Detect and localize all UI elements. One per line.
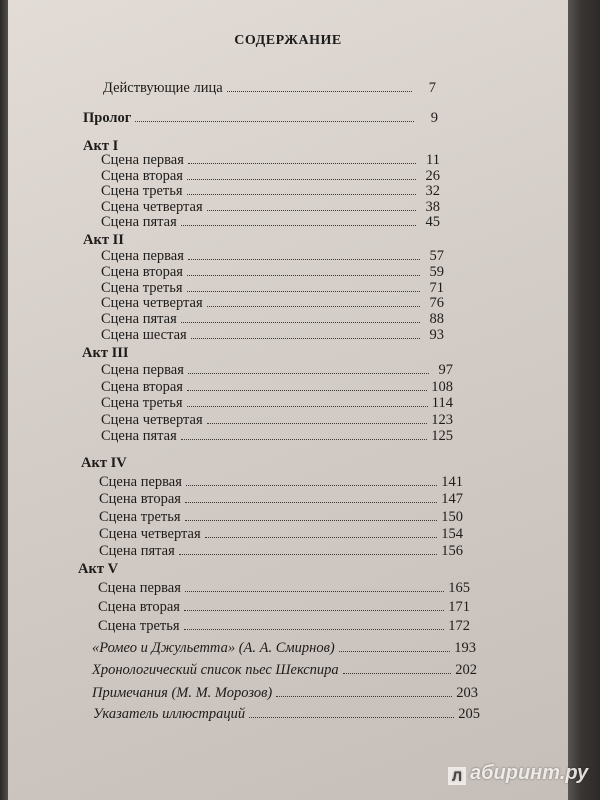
toc-page-number: 165 <box>448 580 470 596</box>
toc-entry-label: Указатель иллюстраций <box>93 706 246 722</box>
toc-page-number: 125 <box>431 428 453 444</box>
toc-entry-characters <box>103 80 436 96</box>
book-page <box>8 0 568 800</box>
toc-entry-appendix <box>92 685 478 701</box>
toc-entry-label: Сцена пятая <box>101 311 177 328</box>
toc-entry-scene <box>101 280 444 296</box>
act-heading: Акт IV <box>81 455 127 471</box>
dot-leader <box>181 428 428 440</box>
toc-entry-label: Действующие лица <box>103 80 223 96</box>
toc-entry-label: Сцена пятая <box>101 428 177 444</box>
dot-leader <box>276 685 452 697</box>
dot-leader <box>188 362 429 374</box>
toc-entry-scene <box>99 474 463 490</box>
toc-page-number: 172 <box>448 618 470 634</box>
toc-page-number: 193 <box>454 640 476 656</box>
toc-entry-label: «Ромео и Джульетта» (А. А. Смирнов) <box>92 640 335 656</box>
dot-leader <box>187 395 428 407</box>
toc-entry-scene <box>98 599 470 615</box>
toc-entry-scene <box>99 526 463 542</box>
toc-entry-scene <box>101 183 440 199</box>
toc-page-number: 205 <box>458 706 480 722</box>
toc-page-number: 38 <box>425 198 440 215</box>
dot-leader <box>339 640 451 652</box>
act-heading: Акт III <box>82 345 129 361</box>
toc-entry-label: Пролог <box>83 110 132 126</box>
toc-page-number: 97 <box>438 362 453 378</box>
toc-entry-scene <box>101 412 453 428</box>
dot-leader <box>179 543 438 555</box>
watermark <box>448 762 588 785</box>
toc-entry-label: Примечания (М. М. Морозов) <box>92 685 273 701</box>
dot-leader <box>188 248 420 260</box>
toc-page-number: 11 <box>426 152 440 168</box>
toc-entry-scene <box>101 379 453 395</box>
toc-entry-scene <box>98 580 470 596</box>
dot-leader <box>181 214 416 226</box>
toc-page-number: 141 <box>441 474 463 490</box>
toc-page-number: 45 <box>425 214 440 230</box>
toc-page-number: 93 <box>429 327 444 343</box>
dot-leader <box>191 327 420 339</box>
dot-leader <box>185 509 438 521</box>
dot-leader <box>187 264 420 276</box>
toc-page-number: 147 <box>441 491 463 508</box>
toc-entry-label: Сцена четвертая <box>99 525 201 542</box>
toc-entry-label: Сцена первая <box>101 248 184 264</box>
page-title: СОДЕРЖАНИЕ <box>234 33 342 48</box>
toc-entry-scene <box>99 543 463 559</box>
toc-entry-scene <box>101 327 444 343</box>
dot-leader <box>186 474 437 486</box>
toc-entry-label: Сцена вторая <box>101 263 183 280</box>
toc-entry-label: Сцена третья <box>99 508 181 525</box>
toc-entry-scene <box>101 295 444 311</box>
toc-page-number: 88 <box>429 311 444 328</box>
toc-page-number: 150 <box>441 508 463 525</box>
toc-entry-label: Сцена первая <box>101 362 184 378</box>
toc-entry-label: Сцена четвертая <box>101 198 203 215</box>
dot-leader <box>187 379 427 391</box>
dot-leader <box>207 199 416 211</box>
dot-leader <box>343 662 452 674</box>
toc-page-number: 202 <box>455 662 477 678</box>
toc-entry-scene <box>101 311 444 327</box>
toc-entry-scene <box>101 199 440 215</box>
dot-leader <box>185 491 437 503</box>
dot-leader <box>187 280 420 292</box>
toc-entry-label: Сцена вторая <box>99 491 181 508</box>
watermark-text: абиринт.ру <box>470 762 589 784</box>
toc-page-number: 9 <box>430 110 438 126</box>
toc-entry-scene <box>101 362 453 378</box>
toc-entry-label: Сцена первая <box>99 474 182 490</box>
toc-entry-prologue <box>83 110 438 126</box>
toc-entry-label: Сцена шестая <box>101 327 187 343</box>
toc-page-number: 59 <box>429 263 444 280</box>
toc-entry-label: Сцена вторая <box>98 599 180 615</box>
dot-leader <box>135 110 414 122</box>
toc-page-number: 108 <box>431 378 453 395</box>
toc-page-number: 71 <box>429 279 444 296</box>
toc-page-number: 32 <box>425 183 440 199</box>
toc-page-number: 7 <box>428 80 436 96</box>
act-heading: Акт I <box>83 138 119 154</box>
toc-entry-scene <box>101 428 453 444</box>
toc-page-number: 76 <box>429 295 444 312</box>
toc-entry-scene <box>99 509 463 525</box>
toc-page-number: 154 <box>441 525 463 542</box>
labirint-logo-icon: Л <box>448 767 466 785</box>
toc-entry-scene <box>101 395 453 411</box>
dot-leader <box>187 183 416 195</box>
toc-entry-scene <box>101 168 440 184</box>
toc-entry-label: Сцена вторая <box>101 167 183 184</box>
toc-entry-appendix <box>92 640 476 656</box>
toc-entry-label: Сцена четвертая <box>101 295 203 312</box>
toc-entry-scene <box>101 248 444 264</box>
toc-entry-scene <box>98 618 470 634</box>
toc-entry-label: Сцена вторая <box>101 378 183 395</box>
toc-entry-label: Сцена третья <box>98 618 180 634</box>
toc-page-number: 26 <box>425 167 440 184</box>
toc-entry-appendix <box>93 706 480 722</box>
dot-leader <box>227 80 412 92</box>
act-heading: Акт V <box>78 561 119 577</box>
dot-leader <box>205 526 438 538</box>
toc-entry-label: Сцена четвертая <box>101 411 203 428</box>
toc-entry-scene <box>101 264 444 280</box>
toc-entry-scene <box>99 491 463 507</box>
table-of-contents <box>8 0 568 800</box>
toc-entry-label: Сцена третья <box>101 279 183 296</box>
toc-entry-scene <box>101 214 440 230</box>
toc-entry-appendix <box>92 662 477 678</box>
dot-leader <box>181 311 420 323</box>
toc-entry-label: Сцена третья <box>101 395 183 411</box>
dot-leader <box>184 599 444 611</box>
toc-entry-label: Сцена первая <box>98 580 181 596</box>
toc-entry-label: Сцена первая <box>101 152 184 168</box>
dot-leader <box>188 152 416 164</box>
book-cover-edge <box>568 0 600 800</box>
toc-entry-label: Сцена третья <box>101 183 183 199</box>
toc-page-number: 57 <box>429 248 444 264</box>
toc-entry-label: Сцена пятая <box>99 543 175 560</box>
toc-page-number: 123 <box>431 411 453 428</box>
act-heading: Акт II <box>83 232 124 248</box>
toc-entry-label: Сцена пятая <box>101 214 177 230</box>
dot-leader <box>184 618 445 630</box>
dot-leader <box>207 295 420 307</box>
dot-leader <box>249 706 454 718</box>
toc-entry-scene <box>101 152 440 168</box>
toc-page-number: 203 <box>456 685 478 701</box>
toc-page-number: 114 <box>431 395 453 411</box>
dot-leader <box>185 580 444 592</box>
dot-leader <box>187 168 416 180</box>
toc-entry-label: Хронологический список пьес Шекспира <box>92 662 339 678</box>
dot-leader <box>207 412 428 424</box>
toc-page-number: 156 <box>441 543 463 560</box>
toc-page-number: 171 <box>448 599 470 615</box>
